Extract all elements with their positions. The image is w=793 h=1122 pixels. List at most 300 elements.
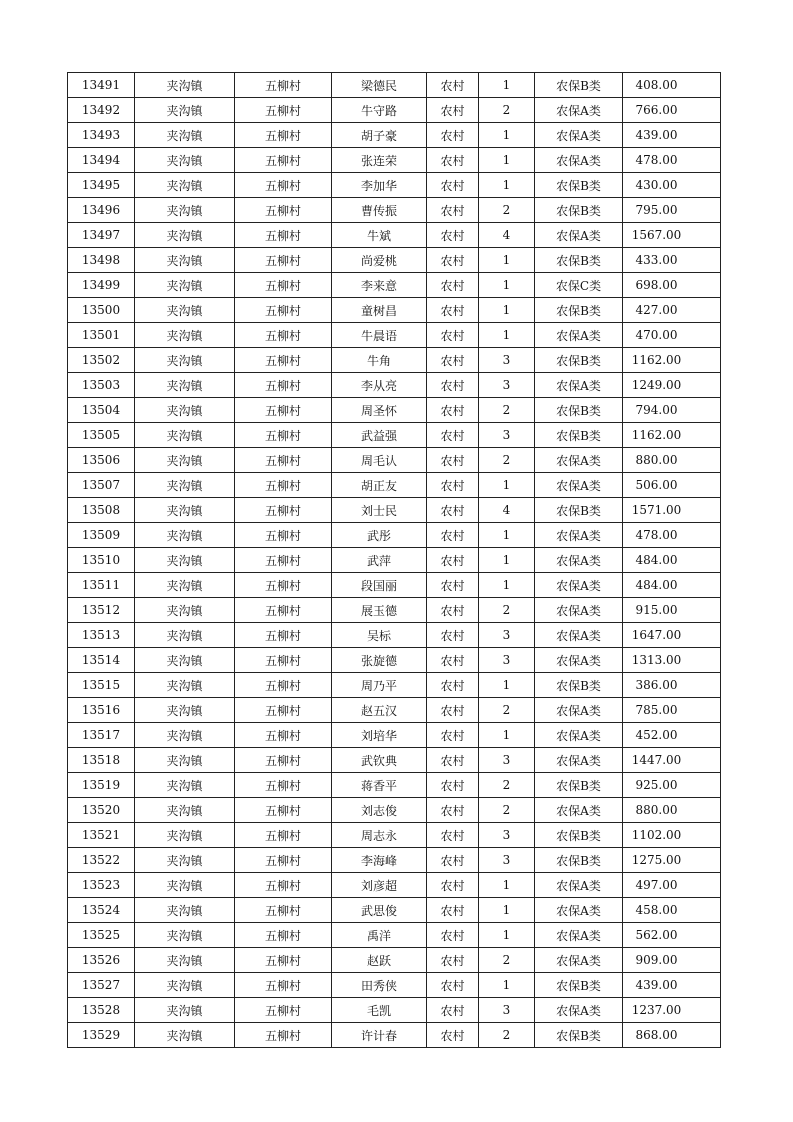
household-count-cell: 1 [479, 973, 535, 998]
amount-cell: 1102.00 [623, 823, 721, 848]
village-cell: 五柳村 [235, 298, 332, 323]
village-cell: 五柳村 [235, 498, 332, 523]
row-id-cell: 13509 [68, 523, 135, 548]
name-cell: 胡子豪 [332, 123, 427, 148]
row-id-cell: 13501 [68, 323, 135, 348]
row-id-cell: 13498 [68, 248, 135, 273]
area-type-cell: 农村 [427, 998, 479, 1023]
insurance-category-cell: 农保A类 [535, 873, 623, 898]
row-id-cell: 13502 [68, 348, 135, 373]
name-cell: 牛斌 [332, 223, 427, 248]
amount-cell: 766.00 [623, 98, 721, 123]
table-row [68, 448, 721, 473]
town-cell: 夹沟镇 [135, 848, 235, 873]
area-type-cell: 农村 [427, 123, 479, 148]
town-cell: 夹沟镇 [135, 123, 235, 148]
name-cell: 刘士民 [332, 498, 427, 523]
village-cell: 五柳村 [235, 448, 332, 473]
row-id-cell: 13514 [68, 648, 135, 673]
town-cell: 夹沟镇 [135, 973, 235, 998]
name-cell: 展玉德 [332, 598, 427, 623]
name-cell: 李来意 [332, 273, 427, 298]
table-row [68, 223, 721, 248]
name-cell: 武益强 [332, 423, 427, 448]
insurance-category-cell: 农保A类 [535, 798, 623, 823]
town-cell: 夹沟镇 [135, 748, 235, 773]
village-cell: 五柳村 [235, 598, 332, 623]
household-count-cell: 1 [479, 573, 535, 598]
area-type-cell: 农村 [427, 973, 479, 998]
row-id-cell: 13520 [68, 798, 135, 823]
town-cell: 夹沟镇 [135, 698, 235, 723]
amount-cell: 1567.00 [623, 223, 721, 248]
area-type-cell: 农村 [427, 98, 479, 123]
village-cell: 五柳村 [235, 548, 332, 573]
table-row [68, 298, 721, 323]
town-cell: 夹沟镇 [135, 598, 235, 623]
village-cell: 五柳村 [235, 173, 332, 198]
household-count-cell: 2 [479, 773, 535, 798]
name-cell: 刘彦超 [332, 873, 427, 898]
row-id-cell: 13491 [68, 73, 135, 98]
area-type-cell: 农村 [427, 398, 479, 423]
table-row [68, 173, 721, 198]
table-row [68, 698, 721, 723]
town-cell: 夹沟镇 [135, 523, 235, 548]
name-cell: 毛凯 [332, 998, 427, 1023]
town-cell: 夹沟镇 [135, 248, 235, 273]
amount-cell: 1275.00 [623, 848, 721, 873]
row-id-cell: 13522 [68, 848, 135, 873]
table-row [68, 748, 721, 773]
amount-cell: 698.00 [623, 273, 721, 298]
name-cell: 武萍 [332, 548, 427, 573]
village-cell: 五柳村 [235, 1023, 332, 1048]
village-cell: 五柳村 [235, 398, 332, 423]
table-row [68, 248, 721, 273]
area-type-cell: 农村 [427, 248, 479, 273]
table-row [68, 773, 721, 798]
row-id-cell: 13518 [68, 748, 135, 773]
town-cell: 夹沟镇 [135, 998, 235, 1023]
area-type-cell: 农村 [427, 323, 479, 348]
row-id-cell: 13527 [68, 973, 135, 998]
insurance-category-cell: 农保A类 [535, 573, 623, 598]
household-count-cell: 1 [479, 923, 535, 948]
name-cell: 赵五汉 [332, 698, 427, 723]
name-cell: 段国丽 [332, 573, 427, 598]
area-type-cell: 农村 [427, 1023, 479, 1048]
amount-cell: 562.00 [623, 923, 721, 948]
amount-cell: 439.00 [623, 973, 721, 998]
name-cell: 牛角 [332, 348, 427, 373]
area-type-cell: 农村 [427, 873, 479, 898]
insurance-category-cell: 农保B类 [535, 73, 623, 98]
row-id-cell: 13524 [68, 898, 135, 923]
village-cell: 五柳村 [235, 973, 332, 998]
household-count-cell: 1 [479, 73, 535, 98]
table-row [68, 948, 721, 973]
insurance-category-cell: 农保A类 [535, 698, 623, 723]
row-id-cell: 13495 [68, 173, 135, 198]
insurance-category-cell: 农保B类 [535, 773, 623, 798]
village-cell: 五柳村 [235, 848, 332, 873]
household-count-cell: 1 [479, 323, 535, 348]
area-type-cell: 农村 [427, 848, 479, 873]
household-count-cell: 2 [479, 448, 535, 473]
village-cell: 五柳村 [235, 873, 332, 898]
area-type-cell: 农村 [427, 198, 479, 223]
name-cell: 禹洋 [332, 923, 427, 948]
name-cell: 张旋德 [332, 648, 427, 673]
insurance-category-cell: 农保A类 [535, 523, 623, 548]
village-cell: 五柳村 [235, 823, 332, 848]
table-row [68, 148, 721, 173]
insurance-category-cell: 农保A类 [535, 723, 623, 748]
household-count-cell: 1 [479, 523, 535, 548]
name-cell: 童树昌 [332, 298, 427, 323]
area-type-cell: 农村 [427, 798, 479, 823]
row-id-cell: 13517 [68, 723, 135, 748]
table-row [68, 548, 721, 573]
area-type-cell: 农村 [427, 73, 479, 98]
insurance-category-cell: 农保A类 [535, 948, 623, 973]
village-cell: 五柳村 [235, 798, 332, 823]
town-cell: 夹沟镇 [135, 548, 235, 573]
insurance-category-cell: 农保A类 [535, 323, 623, 348]
area-type-cell: 农村 [427, 423, 479, 448]
amount-cell: 430.00 [623, 173, 721, 198]
name-cell: 李加华 [332, 173, 427, 198]
area-type-cell: 农村 [427, 498, 479, 523]
name-cell: 武钦典 [332, 748, 427, 773]
household-count-cell: 2 [479, 948, 535, 973]
village-cell: 五柳村 [235, 98, 332, 123]
row-id-cell: 13507 [68, 473, 135, 498]
table-row [68, 373, 721, 398]
household-count-cell: 1 [479, 873, 535, 898]
household-count-cell: 1 [479, 148, 535, 173]
records-table [67, 72, 721, 1048]
table-row [68, 323, 721, 348]
village-cell: 五柳村 [235, 223, 332, 248]
town-cell: 夹沟镇 [135, 873, 235, 898]
household-count-cell: 2 [479, 98, 535, 123]
household-count-cell: 2 [479, 598, 535, 623]
insurance-category-cell: 农保A类 [535, 473, 623, 498]
table-row [68, 98, 721, 123]
town-cell: 夹沟镇 [135, 923, 235, 948]
table-row [68, 523, 721, 548]
insurance-category-cell: 农保B类 [535, 823, 623, 848]
amount-cell: 1571.00 [623, 498, 721, 523]
amount-cell: 506.00 [623, 473, 721, 498]
area-type-cell: 农村 [427, 698, 479, 723]
household-count-cell: 3 [479, 348, 535, 373]
records-table-body [68, 73, 721, 1048]
area-type-cell: 农村 [427, 173, 479, 198]
insurance-category-cell: 农保A类 [535, 98, 623, 123]
insurance-category-cell: 农保A类 [535, 373, 623, 398]
village-cell: 五柳村 [235, 948, 332, 973]
area-type-cell: 农村 [427, 573, 479, 598]
row-id-cell: 13526 [68, 948, 135, 973]
household-count-cell: 1 [479, 173, 535, 198]
table-row [68, 898, 721, 923]
insurance-category-cell: 农保B类 [535, 498, 623, 523]
town-cell: 夹沟镇 [135, 723, 235, 748]
household-count-cell: 1 [479, 723, 535, 748]
town-cell: 夹沟镇 [135, 73, 235, 98]
household-count-cell: 3 [479, 373, 535, 398]
row-id-cell: 13506 [68, 448, 135, 473]
insurance-category-cell: 农保B类 [535, 248, 623, 273]
row-id-cell: 13494 [68, 148, 135, 173]
row-id-cell: 13521 [68, 823, 135, 848]
row-id-cell: 13529 [68, 1023, 135, 1048]
household-count-cell: 1 [479, 123, 535, 148]
row-id-cell: 13512 [68, 598, 135, 623]
amount-cell: 484.00 [623, 548, 721, 573]
village-cell: 五柳村 [235, 648, 332, 673]
row-id-cell: 13528 [68, 998, 135, 1023]
table-row [68, 623, 721, 648]
area-type-cell: 农村 [427, 923, 479, 948]
amount-cell: 1313.00 [623, 648, 721, 673]
amount-cell: 439.00 [623, 123, 721, 148]
insurance-category-cell: 农保B类 [535, 673, 623, 698]
row-id-cell: 13511 [68, 573, 135, 598]
table-row [68, 598, 721, 623]
amount-cell: 868.00 [623, 1023, 721, 1048]
row-id-cell: 13500 [68, 298, 135, 323]
town-cell: 夹沟镇 [135, 773, 235, 798]
town-cell: 夹沟镇 [135, 398, 235, 423]
town-cell: 夹沟镇 [135, 498, 235, 523]
amount-cell: 880.00 [623, 798, 721, 823]
amount-cell: 1647.00 [623, 623, 721, 648]
name-cell: 吴标 [332, 623, 427, 648]
area-type-cell: 农村 [427, 348, 479, 373]
table-row [68, 998, 721, 1023]
town-cell: 夹沟镇 [135, 348, 235, 373]
village-cell: 五柳村 [235, 898, 332, 923]
village-cell: 五柳村 [235, 773, 332, 798]
insurance-category-cell: 农保A类 [535, 748, 623, 773]
row-id-cell: 13497 [68, 223, 135, 248]
amount-cell: 470.00 [623, 323, 721, 348]
name-cell: 田秀侠 [332, 973, 427, 998]
amount-cell: 785.00 [623, 698, 721, 723]
name-cell: 刘志俊 [332, 798, 427, 823]
insurance-category-cell: 农保A类 [535, 598, 623, 623]
name-cell: 武彤 [332, 523, 427, 548]
town-cell: 夹沟镇 [135, 573, 235, 598]
amount-cell: 880.00 [623, 448, 721, 473]
row-id-cell: 13492 [68, 98, 135, 123]
amount-cell: 1249.00 [623, 373, 721, 398]
village-cell: 五柳村 [235, 423, 332, 448]
row-id-cell: 13493 [68, 123, 135, 148]
area-type-cell: 农村 [427, 948, 479, 973]
village-cell: 五柳村 [235, 473, 332, 498]
town-cell: 夹沟镇 [135, 448, 235, 473]
area-type-cell: 农村 [427, 648, 479, 673]
town-cell: 夹沟镇 [135, 298, 235, 323]
row-id-cell: 13510 [68, 548, 135, 573]
insurance-category-cell: 农保A类 [535, 123, 623, 148]
amount-cell: 909.00 [623, 948, 721, 973]
row-id-cell: 13519 [68, 773, 135, 798]
town-cell: 夹沟镇 [135, 898, 235, 923]
household-count-cell: 1 [479, 248, 535, 273]
table-row [68, 648, 721, 673]
insurance-category-cell: 农保C类 [535, 273, 623, 298]
town-cell: 夹沟镇 [135, 173, 235, 198]
name-cell: 周乃平 [332, 673, 427, 698]
village-cell: 五柳村 [235, 748, 332, 773]
area-type-cell: 农村 [427, 523, 479, 548]
household-count-cell: 1 [479, 548, 535, 573]
household-count-cell: 3 [479, 623, 535, 648]
village-cell: 五柳村 [235, 323, 332, 348]
insurance-category-cell: 农保B类 [535, 348, 623, 373]
household-count-cell: 3 [479, 998, 535, 1023]
insurance-category-cell: 农保A类 [535, 898, 623, 923]
village-cell: 五柳村 [235, 523, 332, 548]
row-id-cell: 13516 [68, 698, 135, 723]
insurance-category-cell: 农保A类 [535, 623, 623, 648]
household-count-cell: 3 [479, 648, 535, 673]
town-cell: 夹沟镇 [135, 273, 235, 298]
table-row [68, 273, 721, 298]
insurance-category-cell: 农保B类 [535, 298, 623, 323]
town-cell: 夹沟镇 [135, 673, 235, 698]
village-cell: 五柳村 [235, 698, 332, 723]
amount-cell: 484.00 [623, 573, 721, 598]
amount-cell: 452.00 [623, 723, 721, 748]
name-cell: 尚爱桃 [332, 248, 427, 273]
village-cell: 五柳村 [235, 273, 332, 298]
amount-cell: 795.00 [623, 198, 721, 223]
area-type-cell: 农村 [427, 298, 479, 323]
name-cell: 刘培华 [332, 723, 427, 748]
amount-cell: 433.00 [623, 248, 721, 273]
town-cell: 夹沟镇 [135, 323, 235, 348]
household-count-cell: 4 [479, 223, 535, 248]
village-cell: 五柳村 [235, 623, 332, 648]
insurance-category-cell: 农保B类 [535, 848, 623, 873]
table-row [68, 573, 721, 598]
table-row [68, 798, 721, 823]
household-count-cell: 1 [479, 898, 535, 923]
household-count-cell: 3 [479, 423, 535, 448]
row-id-cell: 13513 [68, 623, 135, 648]
village-cell: 五柳村 [235, 248, 332, 273]
insurance-category-cell: 农保B类 [535, 1023, 623, 1048]
amount-cell: 478.00 [623, 148, 721, 173]
table-row [68, 1023, 721, 1048]
area-type-cell: 农村 [427, 273, 479, 298]
village-cell: 五柳村 [235, 123, 332, 148]
village-cell: 五柳村 [235, 723, 332, 748]
row-id-cell: 13515 [68, 673, 135, 698]
row-id-cell: 13503 [68, 373, 135, 398]
amount-cell: 497.00 [623, 873, 721, 898]
area-type-cell: 农村 [427, 673, 479, 698]
name-cell: 周志永 [332, 823, 427, 848]
row-id-cell: 13525 [68, 923, 135, 948]
table-row [68, 398, 721, 423]
town-cell: 夹沟镇 [135, 98, 235, 123]
name-cell: 周毛认 [332, 448, 427, 473]
town-cell: 夹沟镇 [135, 373, 235, 398]
amount-cell: 478.00 [623, 523, 721, 548]
row-id-cell: 13499 [68, 273, 135, 298]
insurance-category-cell: 农保A类 [535, 448, 623, 473]
household-count-cell: 2 [479, 198, 535, 223]
insurance-category-cell: 农保B类 [535, 173, 623, 198]
household-count-cell: 1 [479, 473, 535, 498]
name-cell: 李海峰 [332, 848, 427, 873]
town-cell: 夹沟镇 [135, 423, 235, 448]
area-type-cell: 农村 [427, 548, 479, 573]
insurance-category-cell: 农保A类 [535, 998, 623, 1023]
village-cell: 五柳村 [235, 998, 332, 1023]
area-type-cell: 农村 [427, 823, 479, 848]
village-cell: 五柳村 [235, 923, 332, 948]
amount-cell: 1237.00 [623, 998, 721, 1023]
amount-cell: 408.00 [623, 73, 721, 98]
household-count-cell: 2 [479, 698, 535, 723]
village-cell: 五柳村 [235, 198, 332, 223]
household-count-cell: 3 [479, 823, 535, 848]
town-cell: 夹沟镇 [135, 223, 235, 248]
area-type-cell: 农村 [427, 898, 479, 923]
area-type-cell: 农村 [427, 623, 479, 648]
area-type-cell: 农村 [427, 748, 479, 773]
household-count-cell: 3 [479, 848, 535, 873]
table-row [68, 673, 721, 698]
table-row [68, 873, 721, 898]
row-id-cell: 13508 [68, 498, 135, 523]
table-row [68, 498, 721, 523]
village-cell: 五柳村 [235, 373, 332, 398]
table-row [68, 973, 721, 998]
row-id-cell: 13505 [68, 423, 135, 448]
town-cell: 夹沟镇 [135, 648, 235, 673]
insurance-category-cell: 农保A类 [535, 548, 623, 573]
household-count-cell: 2 [479, 1023, 535, 1048]
area-type-cell: 农村 [427, 148, 479, 173]
amount-cell: 925.00 [623, 773, 721, 798]
town-cell: 夹沟镇 [135, 198, 235, 223]
area-type-cell: 农村 [427, 223, 479, 248]
area-type-cell: 农村 [427, 448, 479, 473]
name-cell: 李从亮 [332, 373, 427, 398]
insurance-category-cell: 农保A类 [535, 923, 623, 948]
household-count-cell: 4 [479, 498, 535, 523]
name-cell: 梁德民 [332, 73, 427, 98]
table-row [68, 348, 721, 373]
name-cell: 牛守路 [332, 98, 427, 123]
household-count-cell: 2 [479, 398, 535, 423]
area-type-cell: 农村 [427, 373, 479, 398]
village-cell: 五柳村 [235, 573, 332, 598]
insurance-category-cell: 农保A类 [535, 223, 623, 248]
amount-cell: 1162.00 [623, 348, 721, 373]
village-cell: 五柳村 [235, 73, 332, 98]
